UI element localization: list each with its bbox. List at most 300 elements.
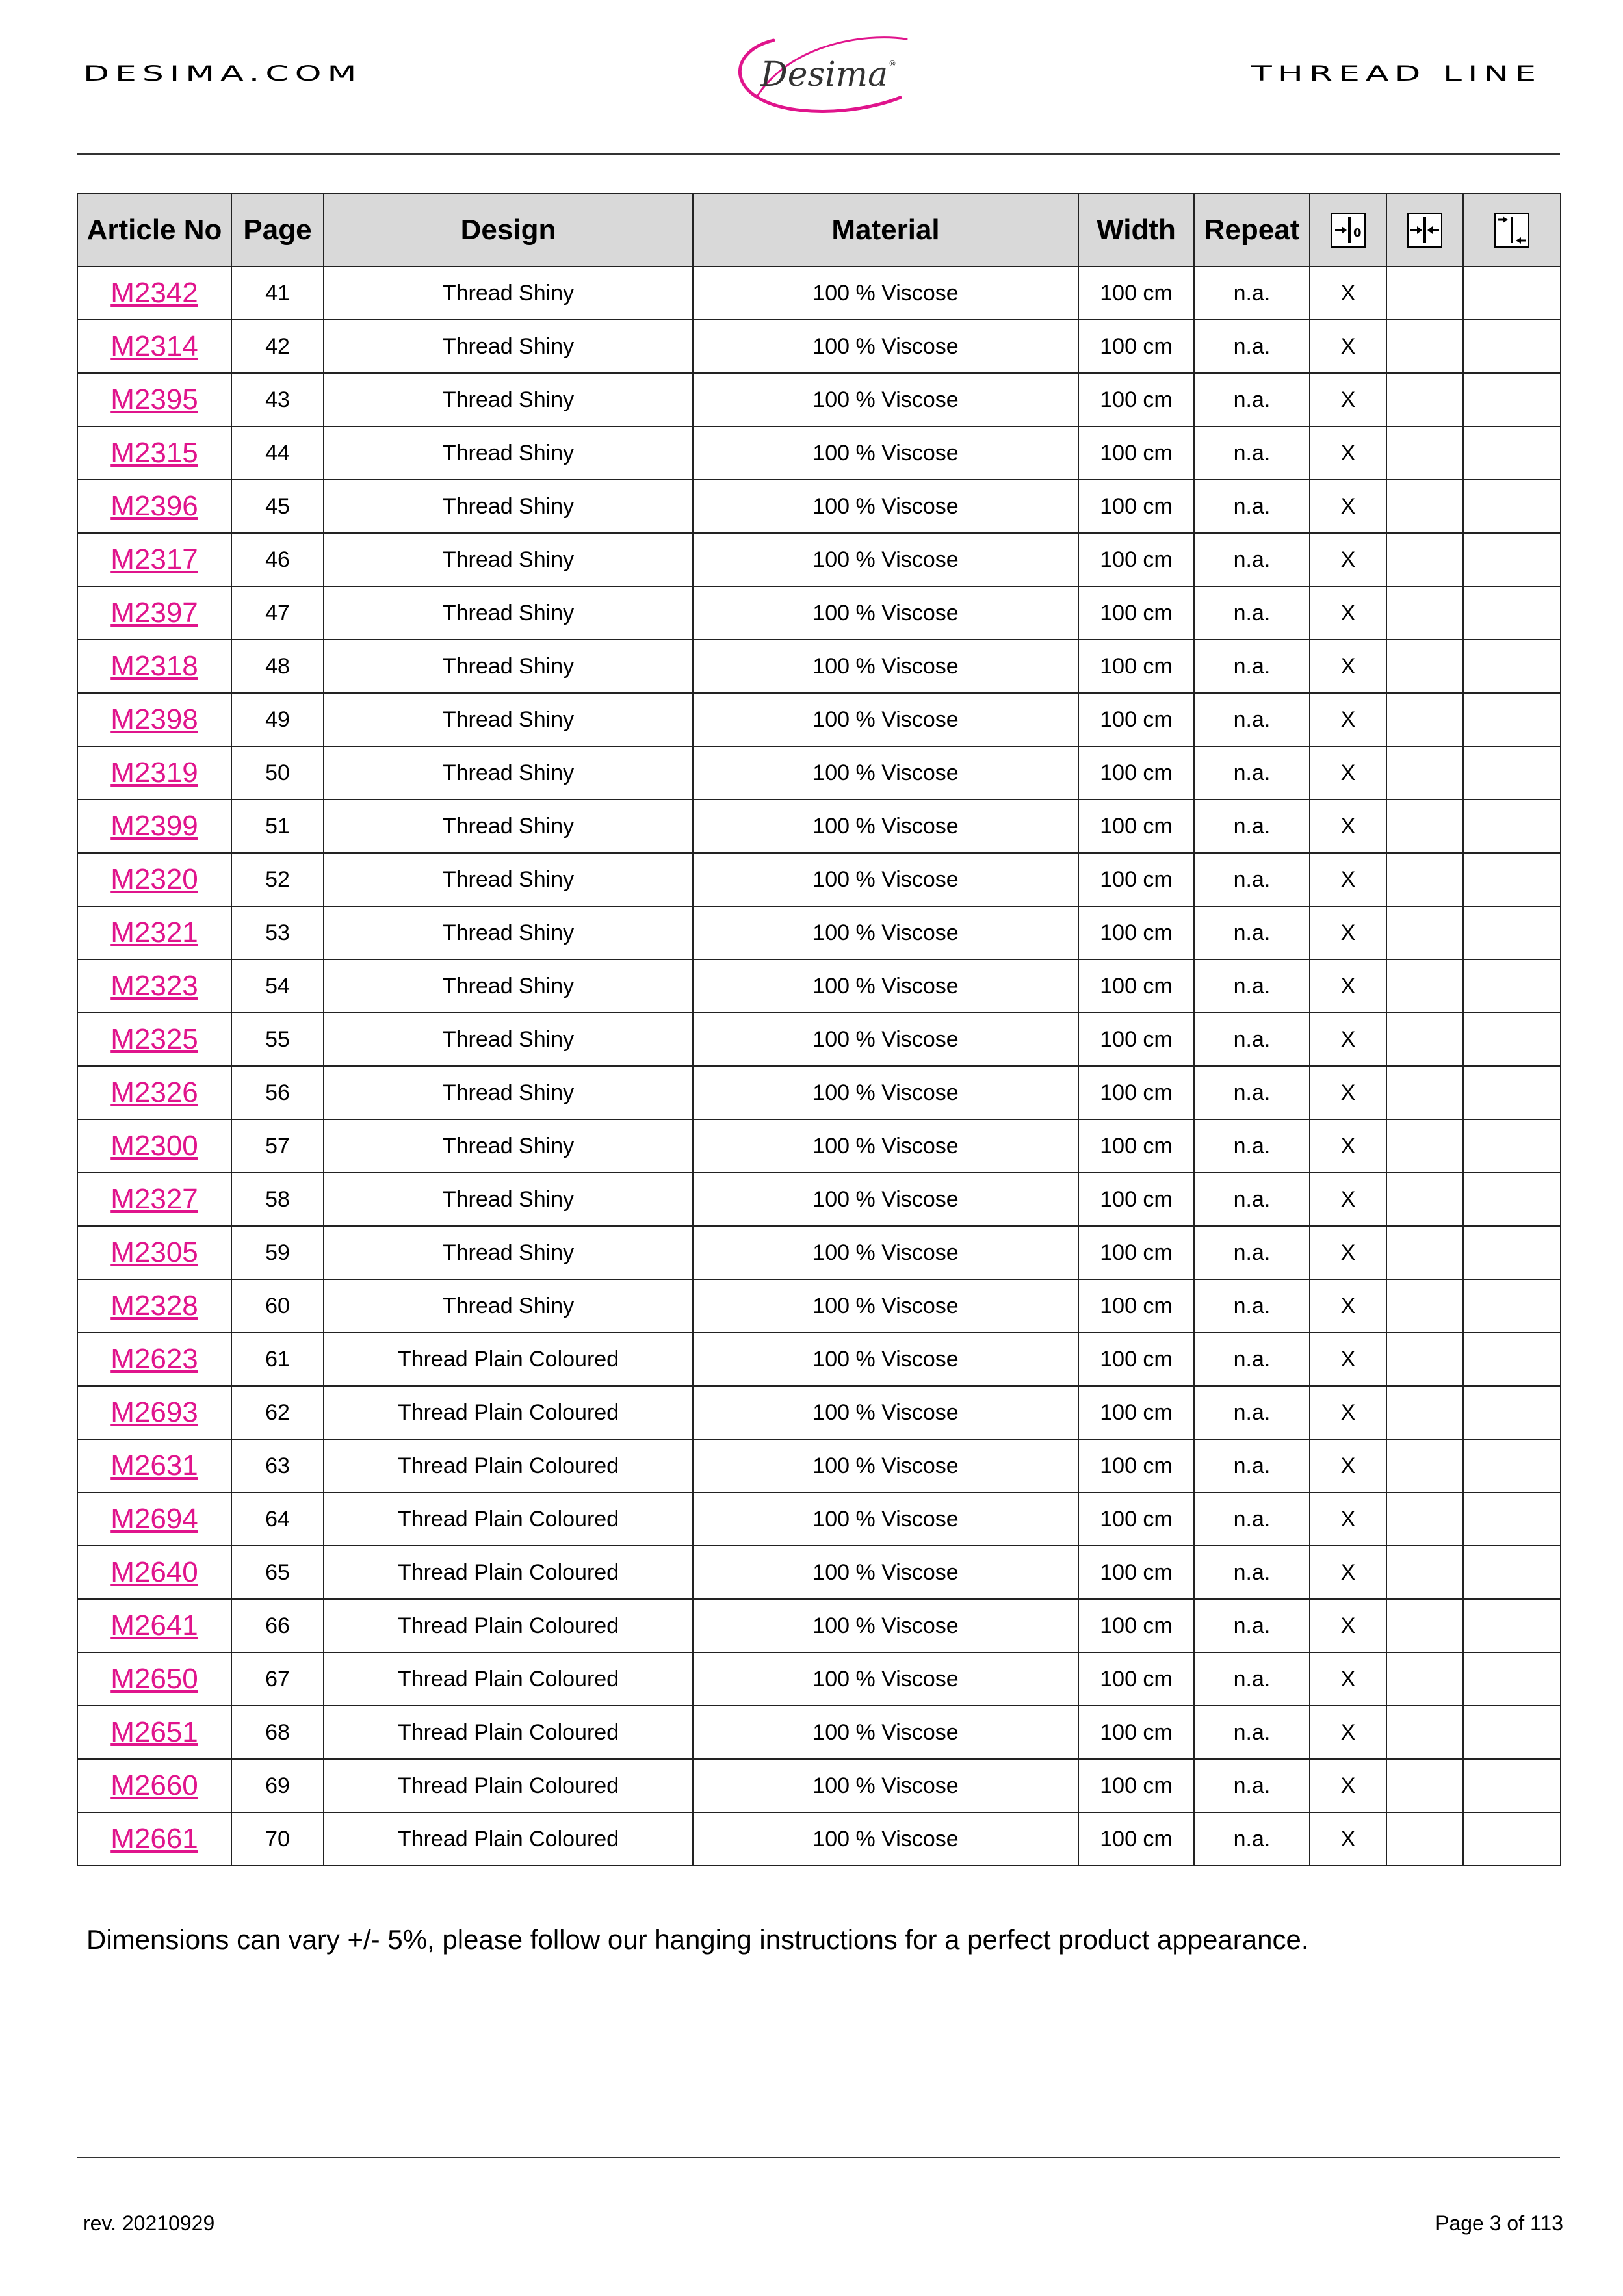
article-link[interactable]: M2328 bbox=[110, 1290, 198, 1322]
article-number bbox=[77, 533, 231, 586]
material-cell: 100 % Viscose bbox=[693, 320, 1078, 373]
railroaded-cell bbox=[1463, 1812, 1561, 1866]
article-number bbox=[77, 693, 231, 746]
design-cell: Thread Shiny bbox=[324, 1066, 693, 1119]
article-number bbox=[77, 640, 231, 693]
width-cell: 100 cm bbox=[1078, 426, 1194, 480]
width-cell: 100 cm bbox=[1078, 1226, 1194, 1279]
page-cell: 43 bbox=[231, 373, 324, 426]
material-cell: 100 % Viscose bbox=[693, 480, 1078, 533]
table-row bbox=[77, 1812, 1561, 1866]
width-cell: 100 cm bbox=[1078, 533, 1194, 586]
page-cell: 70 bbox=[231, 1812, 324, 1866]
railroaded-cell bbox=[1463, 1706, 1561, 1759]
design-cell: Thread Plain Coloured bbox=[324, 1599, 693, 1652]
article-number bbox=[77, 1493, 231, 1546]
railroaded-cell bbox=[1463, 426, 1561, 480]
repeat-cell: n.a. bbox=[1194, 1226, 1310, 1279]
table-row bbox=[77, 586, 1561, 640]
page-cell: 55 bbox=[231, 1013, 324, 1066]
railroaded-cell bbox=[1463, 1493, 1561, 1546]
offset-repeat-icon bbox=[1330, 212, 1366, 248]
offset-repeat-cell: X bbox=[1310, 1333, 1386, 1386]
design-cell: Thread Shiny bbox=[324, 1226, 693, 1279]
straight-repeat-cell bbox=[1386, 267, 1463, 320]
offset-repeat-cell: X bbox=[1310, 1706, 1386, 1759]
article-link[interactable]: M2315 bbox=[110, 437, 198, 469]
article-number bbox=[77, 1812, 231, 1866]
table-row bbox=[77, 1226, 1561, 1279]
offset-repeat-cell: X bbox=[1310, 1439, 1386, 1493]
straight-repeat-cell bbox=[1386, 1493, 1463, 1546]
straight-repeat-cell bbox=[1386, 1013, 1463, 1066]
straight-repeat-cell bbox=[1386, 1333, 1463, 1386]
railroaded-cell bbox=[1463, 693, 1561, 746]
straight-repeat-cell bbox=[1386, 1279, 1463, 1333]
page-cell: 63 bbox=[231, 1439, 324, 1493]
railroaded-cell bbox=[1463, 1439, 1561, 1493]
offset-repeat-cell: X bbox=[1310, 1173, 1386, 1226]
design-cell: Thread Shiny bbox=[324, 1173, 693, 1226]
railroaded-cell bbox=[1463, 906, 1561, 959]
railroaded-cell bbox=[1463, 1173, 1561, 1226]
straight-repeat-cell bbox=[1386, 693, 1463, 746]
offset-repeat-cell: X bbox=[1310, 1066, 1386, 1119]
material-cell: 100 % Viscose bbox=[693, 373, 1078, 426]
design-cell: Thread Shiny bbox=[324, 640, 693, 693]
railroaded-cell bbox=[1463, 373, 1561, 426]
railroaded-cell bbox=[1463, 267, 1561, 320]
article-link[interactable]: M2342 bbox=[110, 277, 198, 309]
straight-repeat-icon bbox=[1407, 212, 1443, 248]
railroaded-cell bbox=[1463, 480, 1561, 533]
offset-repeat-cell: X bbox=[1310, 1119, 1386, 1173]
offset-repeat-cell: X bbox=[1310, 693, 1386, 746]
repeat-cell: n.a. bbox=[1194, 480, 1310, 533]
straight-repeat-cell bbox=[1386, 853, 1463, 906]
design-cell: Thread Shiny bbox=[324, 693, 693, 746]
article-number bbox=[77, 1119, 231, 1173]
page-cell: 56 bbox=[231, 1066, 324, 1119]
page-cell: 68 bbox=[231, 1706, 324, 1759]
article-number bbox=[77, 1759, 231, 1812]
table-row bbox=[77, 1386, 1561, 1439]
width-cell: 100 cm bbox=[1078, 1599, 1194, 1652]
article-number bbox=[77, 959, 231, 1013]
table-row bbox=[77, 1706, 1561, 1759]
article-link[interactable]: M2327 bbox=[110, 1183, 198, 1215]
col-design: Design bbox=[324, 194, 693, 267]
railroaded-cell bbox=[1463, 1759, 1561, 1812]
material-cell: 100 % Viscose bbox=[693, 586, 1078, 640]
straight-repeat-cell bbox=[1386, 533, 1463, 586]
table-row bbox=[77, 1066, 1561, 1119]
material-cell: 100 % Viscose bbox=[693, 640, 1078, 693]
table-row bbox=[77, 1652, 1561, 1706]
material-cell: 100 % Viscose bbox=[693, 1493, 1078, 1546]
repeat-cell: n.a. bbox=[1194, 1546, 1310, 1599]
page-cell: 57 bbox=[231, 1119, 324, 1173]
product-line: THREAD LINE bbox=[1251, 62, 1542, 86]
straight-repeat-cell bbox=[1386, 1439, 1463, 1493]
article-link[interactable]: M2641 bbox=[110, 1610, 198, 1641]
col-article-no: Article No bbox=[77, 194, 231, 267]
page-cell: 58 bbox=[231, 1173, 324, 1226]
design-cell: Thread Shiny bbox=[324, 480, 693, 533]
offset-repeat-cell: X bbox=[1310, 533, 1386, 586]
straight-repeat-cell bbox=[1386, 1652, 1463, 1706]
header-divider bbox=[77, 153, 1560, 155]
table-row bbox=[77, 1013, 1561, 1066]
article-link[interactable]: M2640 bbox=[110, 1556, 198, 1588]
repeat-cell: n.a. bbox=[1194, 640, 1310, 693]
railroaded-cell bbox=[1463, 1546, 1561, 1599]
railroaded-cell bbox=[1463, 1652, 1561, 1706]
offset-repeat-cell: X bbox=[1310, 1279, 1386, 1333]
article-link[interactable]: M2323 bbox=[110, 970, 198, 1002]
straight-repeat-cell bbox=[1386, 1599, 1463, 1652]
table-row bbox=[77, 906, 1561, 959]
offset-repeat-cell: X bbox=[1310, 1013, 1386, 1066]
offset-repeat-cell: X bbox=[1310, 959, 1386, 1013]
page-cell: 50 bbox=[231, 746, 324, 800]
table-row bbox=[77, 1759, 1561, 1812]
article-link[interactable]: M2319 bbox=[110, 757, 198, 789]
design-cell: Thread Plain Coloured bbox=[324, 1386, 693, 1439]
article-link[interactable]: M2320 bbox=[110, 863, 198, 895]
offset-repeat-cell: X bbox=[1310, 640, 1386, 693]
article-number bbox=[77, 1652, 231, 1706]
design-cell: Thread Plain Coloured bbox=[324, 1706, 693, 1759]
width-cell: 100 cm bbox=[1078, 480, 1194, 533]
width-cell: 100 cm bbox=[1078, 800, 1194, 853]
page-cell: 59 bbox=[231, 1226, 324, 1279]
width-cell: 100 cm bbox=[1078, 959, 1194, 1013]
design-cell: Thread Plain Coloured bbox=[324, 1439, 693, 1493]
col-repeat: Repeat bbox=[1194, 194, 1310, 267]
width-cell: 100 cm bbox=[1078, 1173, 1194, 1226]
article-number bbox=[77, 320, 231, 373]
page-cell: 42 bbox=[231, 320, 324, 373]
straight-repeat-cell bbox=[1386, 1812, 1463, 1866]
page-cell: 46 bbox=[231, 533, 324, 586]
table-row bbox=[77, 426, 1561, 480]
page-cell: 62 bbox=[231, 1386, 324, 1439]
width-cell: 100 cm bbox=[1078, 586, 1194, 640]
article-link[interactable]: M2318 bbox=[110, 650, 198, 682]
table-row bbox=[77, 533, 1561, 586]
article-link[interactable]: M2660 bbox=[110, 1769, 198, 1801]
page-number: Page 3 of 113 bbox=[1435, 2211, 1563, 2235]
offset-repeat-cell: X bbox=[1310, 373, 1386, 426]
railroaded-cell bbox=[1463, 586, 1561, 640]
design-cell: Thread Plain Coloured bbox=[324, 1812, 693, 1866]
table-row bbox=[77, 373, 1561, 426]
design-cell: Thread Plain Coloured bbox=[324, 1759, 693, 1812]
article-number bbox=[77, 267, 231, 320]
table-row bbox=[77, 1119, 1561, 1173]
offset-repeat-cell: X bbox=[1310, 480, 1386, 533]
material-cell: 100 % Viscose bbox=[693, 1759, 1078, 1812]
width-cell: 100 cm bbox=[1078, 1493, 1194, 1546]
straight-repeat-cell bbox=[1386, 1173, 1463, 1226]
article-link[interactable]: M2300 bbox=[110, 1130, 198, 1162]
page-cell: 45 bbox=[231, 480, 324, 533]
repeat-cell: n.a. bbox=[1194, 746, 1310, 800]
repeat-cell: n.a. bbox=[1194, 426, 1310, 480]
repeat-cell: n.a. bbox=[1194, 1386, 1310, 1439]
article-number bbox=[77, 426, 231, 480]
article-number bbox=[77, 1546, 231, 1599]
repeat-cell: n.a. bbox=[1194, 1652, 1310, 1706]
page-cell: 67 bbox=[231, 1652, 324, 1706]
page-cell: 54 bbox=[231, 959, 324, 1013]
design-cell: Thread Shiny bbox=[324, 267, 693, 320]
article-link[interactable]: M2693 bbox=[110, 1396, 198, 1428]
width-cell: 100 cm bbox=[1078, 1013, 1194, 1066]
article-link[interactable]: M2314 bbox=[110, 330, 198, 362]
width-cell: 100 cm bbox=[1078, 1279, 1194, 1333]
repeat-cell: n.a. bbox=[1194, 800, 1310, 853]
design-cell: Thread Plain Coloured bbox=[324, 1546, 693, 1599]
repeat-cell: n.a. bbox=[1194, 373, 1310, 426]
page-cell: 65 bbox=[231, 1546, 324, 1599]
material-cell: 100 % Viscose bbox=[693, 1119, 1078, 1173]
site-name: DESIMA.COM bbox=[83, 62, 363, 86]
width-cell: 100 cm bbox=[1078, 320, 1194, 373]
table-row bbox=[77, 640, 1561, 693]
straight-repeat-cell bbox=[1386, 1546, 1463, 1599]
article-link[interactable]: M2398 bbox=[110, 703, 198, 735]
railroaded-cell bbox=[1463, 320, 1561, 373]
material-cell: 100 % Viscose bbox=[693, 533, 1078, 586]
repeat-cell: n.a. bbox=[1194, 1173, 1310, 1226]
article-link[interactable]: M2623 bbox=[110, 1343, 198, 1375]
article-link[interactable]: M2395 bbox=[110, 384, 198, 415]
page-cell: 48 bbox=[231, 640, 324, 693]
table-row bbox=[77, 320, 1561, 373]
material-cell: 100 % Viscose bbox=[693, 1173, 1078, 1226]
design-cell: Thread Shiny bbox=[324, 1119, 693, 1173]
svg-text:®: ® bbox=[889, 59, 896, 68]
table-row bbox=[77, 480, 1561, 533]
table-row bbox=[77, 800, 1561, 853]
table-row bbox=[77, 693, 1561, 746]
repeat-cell: n.a. bbox=[1194, 1279, 1310, 1333]
railroaded-cell bbox=[1463, 1386, 1561, 1439]
straight-repeat-cell bbox=[1386, 746, 1463, 800]
page-cell: 47 bbox=[231, 586, 324, 640]
table-row bbox=[77, 1546, 1561, 1599]
table-row bbox=[77, 1493, 1561, 1546]
article-link[interactable]: M2396 bbox=[110, 490, 198, 522]
material-cell: 100 % Viscose bbox=[693, 693, 1078, 746]
design-cell: Thread Shiny bbox=[324, 533, 693, 586]
page-cell: 64 bbox=[231, 1493, 324, 1546]
straight-repeat-cell bbox=[1386, 373, 1463, 426]
material-cell: 100 % Viscose bbox=[693, 1013, 1078, 1066]
page-cell: 61 bbox=[231, 1333, 324, 1386]
table-row bbox=[77, 853, 1561, 906]
width-cell: 100 cm bbox=[1078, 906, 1194, 959]
offset-repeat-cell: X bbox=[1310, 906, 1386, 959]
footer-divider bbox=[77, 2157, 1560, 2158]
table-row bbox=[77, 959, 1561, 1013]
material-cell: 100 % Viscose bbox=[693, 959, 1078, 1013]
material-cell: 100 % Viscose bbox=[693, 1279, 1078, 1333]
offset-repeat-cell: X bbox=[1310, 746, 1386, 800]
article-link[interactable]: M2694 bbox=[110, 1503, 198, 1535]
repeat-cell: n.a. bbox=[1194, 1812, 1310, 1866]
design-cell: Thread Shiny bbox=[324, 800, 693, 853]
railroaded-cell bbox=[1463, 533, 1561, 586]
material-cell: 100 % Viscose bbox=[693, 1812, 1078, 1866]
width-cell: 100 cm bbox=[1078, 373, 1194, 426]
material-cell: 100 % Viscose bbox=[693, 1599, 1078, 1652]
offset-repeat-cell: X bbox=[1310, 1493, 1386, 1546]
page-cell: 52 bbox=[231, 853, 324, 906]
straight-repeat-cell bbox=[1386, 480, 1463, 533]
material-cell: 100 % Viscose bbox=[693, 1066, 1078, 1119]
article-number bbox=[77, 480, 231, 533]
page-cell: 44 bbox=[231, 426, 324, 480]
width-cell: 100 cm bbox=[1078, 1439, 1194, 1493]
material-cell: 100 % Viscose bbox=[693, 1226, 1078, 1279]
article-number bbox=[77, 1333, 231, 1386]
repeat-cell: n.a. bbox=[1194, 320, 1310, 373]
table-header-row bbox=[77, 194, 1561, 267]
article-link[interactable]: M2661 bbox=[110, 1823, 198, 1855]
straight-repeat-cell bbox=[1386, 1066, 1463, 1119]
article-link[interactable]: M2651 bbox=[110, 1716, 198, 1748]
offset-repeat-cell: X bbox=[1310, 1386, 1386, 1439]
article-link[interactable]: M2631 bbox=[110, 1450, 198, 1481]
table-row bbox=[77, 267, 1561, 320]
straight-repeat-cell bbox=[1386, 906, 1463, 959]
railroaded-cell bbox=[1463, 746, 1561, 800]
repeat-cell: n.a. bbox=[1194, 1333, 1310, 1386]
page-cell: 49 bbox=[231, 693, 324, 746]
page-cell: 60 bbox=[231, 1279, 324, 1333]
repeat-cell: n.a. bbox=[1194, 533, 1310, 586]
width-cell: 100 cm bbox=[1078, 1386, 1194, 1439]
article-number bbox=[77, 906, 231, 959]
offset-repeat-cell: X bbox=[1310, 1546, 1386, 1599]
straight-repeat-cell bbox=[1386, 1706, 1463, 1759]
width-cell: 100 cm bbox=[1078, 1333, 1194, 1386]
width-cell: 100 cm bbox=[1078, 1546, 1194, 1599]
page-cell: 69 bbox=[231, 1759, 324, 1812]
straight-repeat-cell bbox=[1386, 959, 1463, 1013]
page-cell: 66 bbox=[231, 1599, 324, 1652]
material-cell: 100 % Viscose bbox=[693, 1439, 1078, 1493]
table-row bbox=[77, 746, 1561, 800]
straight-repeat-cell bbox=[1386, 320, 1463, 373]
design-cell: Thread Shiny bbox=[324, 1279, 693, 1333]
design-cell: Thread Shiny bbox=[324, 959, 693, 1013]
width-cell: 100 cm bbox=[1078, 1706, 1194, 1759]
width-cell: 100 cm bbox=[1078, 1812, 1194, 1866]
material-cell: 100 % Viscose bbox=[693, 1546, 1078, 1599]
straight-repeat-cell bbox=[1386, 1226, 1463, 1279]
article-link[interactable]: M2317 bbox=[110, 543, 198, 575]
straight-repeat-cell bbox=[1386, 1386, 1463, 1439]
repeat-cell: n.a. bbox=[1194, 1706, 1310, 1759]
offset-repeat-cell: X bbox=[1310, 1759, 1386, 1812]
article-table bbox=[77, 193, 1561, 1866]
railroaded-cell bbox=[1463, 1279, 1561, 1333]
railroaded-cell bbox=[1463, 1119, 1561, 1173]
material-cell: 100 % Viscose bbox=[693, 1386, 1078, 1439]
railroaded-cell bbox=[1463, 959, 1561, 1013]
article-number bbox=[77, 1013, 231, 1066]
repeat-cell: n.a. bbox=[1194, 1013, 1310, 1066]
article-link[interactable]: M2399 bbox=[110, 810, 198, 842]
design-cell: Thread Plain Coloured bbox=[324, 1333, 693, 1386]
article-number bbox=[77, 1386, 231, 1439]
article-link[interactable]: M2321 bbox=[110, 917, 198, 948]
svg-text:0: 0 bbox=[1353, 226, 1362, 240]
railroaded-cell bbox=[1463, 1226, 1561, 1279]
table-row bbox=[77, 1599, 1561, 1652]
railroaded-cell bbox=[1463, 1066, 1561, 1119]
straight-repeat-cell bbox=[1386, 1759, 1463, 1812]
article-number bbox=[77, 1173, 231, 1226]
repeat-cell: n.a. bbox=[1194, 1439, 1310, 1493]
repeat-cell: n.a. bbox=[1194, 906, 1310, 959]
article-link[interactable]: M2650 bbox=[110, 1663, 198, 1695]
offset-repeat-cell: X bbox=[1310, 1652, 1386, 1706]
article-number bbox=[77, 800, 231, 853]
article-link[interactable]: M2305 bbox=[110, 1236, 198, 1268]
repeat-cell: n.a. bbox=[1194, 1066, 1310, 1119]
straight-repeat-cell bbox=[1386, 586, 1463, 640]
width-cell: 100 cm bbox=[1078, 1066, 1194, 1119]
offset-repeat-cell: X bbox=[1310, 1226, 1386, 1279]
table-row bbox=[77, 1439, 1561, 1493]
article-number bbox=[77, 746, 231, 800]
repeat-cell: n.a. bbox=[1194, 267, 1310, 320]
offset-repeat-cell: X bbox=[1310, 320, 1386, 373]
article-number bbox=[77, 1706, 231, 1759]
railroaded-cell bbox=[1463, 640, 1561, 693]
offset-repeat-cell: X bbox=[1310, 267, 1386, 320]
page-cell: 51 bbox=[231, 800, 324, 853]
col-page: Page bbox=[231, 194, 324, 267]
repeat-cell: n.a. bbox=[1194, 693, 1310, 746]
design-cell: Thread Plain Coloured bbox=[324, 1493, 693, 1546]
article-link[interactable]: M2326 bbox=[110, 1076, 198, 1108]
article-link[interactable]: M2325 bbox=[110, 1023, 198, 1055]
article-link[interactable]: M2397 bbox=[110, 597, 198, 629]
repeat-cell: n.a. bbox=[1194, 1119, 1310, 1173]
design-cell: Thread Shiny bbox=[324, 586, 693, 640]
article-number bbox=[77, 853, 231, 906]
article-number bbox=[77, 1279, 231, 1333]
width-cell: 100 cm bbox=[1078, 693, 1194, 746]
offset-repeat-cell: X bbox=[1310, 426, 1386, 480]
svg-text:Desima: Desima bbox=[760, 55, 889, 94]
article-number bbox=[77, 586, 231, 640]
repeat-cell: n.a. bbox=[1194, 586, 1310, 640]
railroaded-icon bbox=[1494, 212, 1530, 248]
straight-repeat-cell bbox=[1386, 1119, 1463, 1173]
offset-repeat-cell: X bbox=[1310, 853, 1386, 906]
article-number bbox=[77, 1599, 231, 1652]
article-number bbox=[77, 1439, 231, 1493]
design-cell: Thread Plain Coloured bbox=[324, 1652, 693, 1706]
repeat-cell: n.a. bbox=[1194, 1493, 1310, 1546]
